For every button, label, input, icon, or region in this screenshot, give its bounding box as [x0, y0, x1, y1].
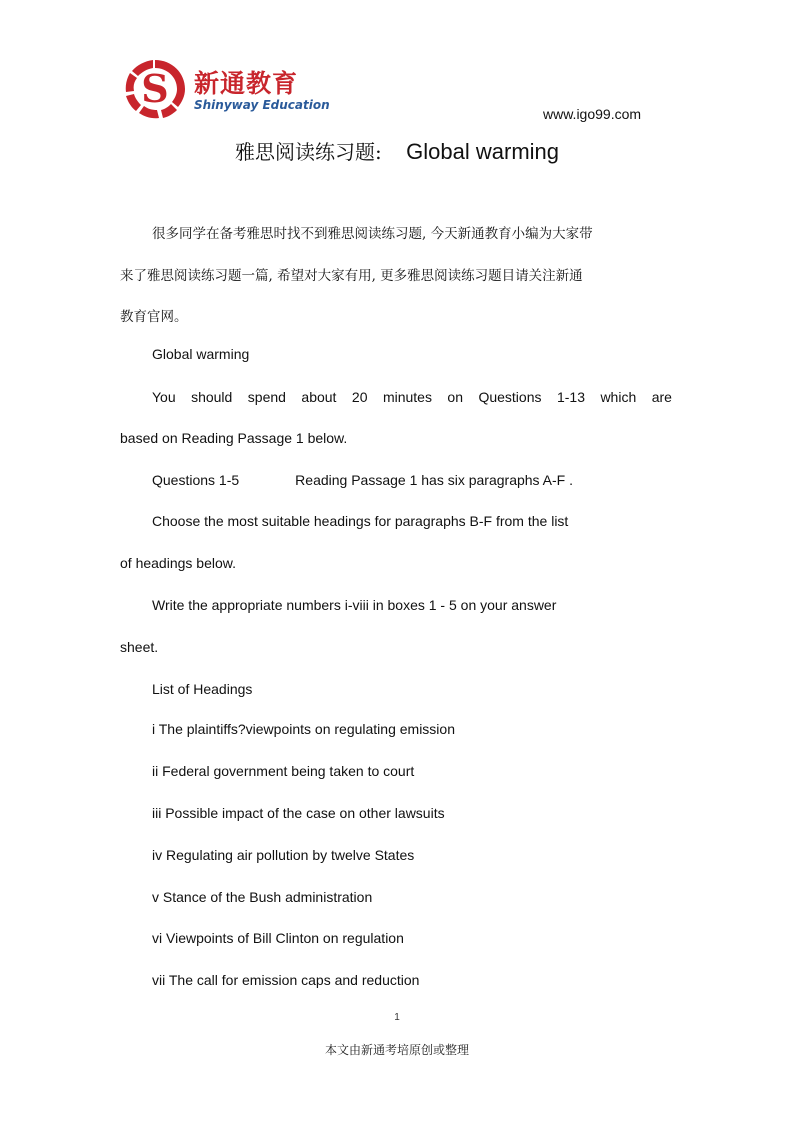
instruction-word: 1-13	[556, 389, 585, 405]
instruction-word: You	[152, 389, 176, 405]
instruction-continuation: based on Reading Passage 1 below.	[120, 430, 348, 446]
choose-line-1: Choose the most suitable headings for paragraphs B-F from the list	[152, 513, 569, 529]
shinyway-logo	[122, 58, 330, 120]
website-url[interactable]: www.igo99.com	[543, 106, 642, 122]
svg-text:S: S	[141, 66, 169, 111]
write-line-2: sheet.	[120, 639, 159, 655]
heading-item: iv Regulating air pollution by twelve States	[152, 847, 415, 863]
page-number: 1	[394, 1012, 400, 1023]
heading-item: vi Viewpoints of Bill Clinton on regulation	[152, 930, 404, 946]
page-title	[0, 136, 794, 165]
heading-item: iii Possible impact of the case on other lawsuits	[152, 805, 445, 821]
instruction-word: should	[191, 389, 233, 405]
intro-line-2: 来了雅思阅读练习题一篇, 希望对大家有用, 更多雅思阅读练习题目请关注新通	[120, 268, 583, 284]
instruction-word: are	[651, 389, 672, 405]
write-line-1: Write the appropriate numbers i-viii in boxes 1 - 5 on your answer	[152, 597, 557, 613]
intro-line-1: 很多同学在备考雅思时找不到雅思阅读练习题, 今天新通教育小编为大家带	[152, 226, 593, 242]
choose-line-2: of headings below.	[120, 555, 236, 571]
footer-note: 本文由新通考培原创或整理	[324, 1043, 469, 1057]
instruction-word: which	[600, 389, 637, 405]
instruction-word: about	[301, 389, 337, 405]
passage-title: Global warming	[152, 346, 250, 362]
headings-title: List of Headings	[152, 681, 253, 697]
title-english: Global warming	[406, 139, 560, 164]
logo-english-name: Shinyway Education	[194, 98, 330, 112]
heading-item: v Stance of the Bush administration	[152, 889, 373, 905]
logo-chinese-name: 新通教育	[194, 69, 299, 98]
questions-line	[152, 472, 573, 488]
heading-item: i The plaintiffs?viewpoints on regulating emission	[152, 721, 455, 737]
instruction-word: minutes	[382, 389, 432, 405]
title-chinese: 雅思阅读练习题:	[234, 140, 382, 164]
heading-item: vii The call for emission caps and reduction	[152, 972, 420, 988]
instruction-line	[152, 389, 672, 405]
shinyway-emblem-icon	[122, 58, 188, 120]
instruction-word: 20	[351, 389, 368, 405]
questions-label: Questions 1-5	[152, 472, 240, 488]
questions-description: Reading Passage 1 has six paragraphs A-F .	[295, 472, 573, 488]
instruction-word: Questions	[478, 389, 542, 405]
instruction-word: on	[447, 389, 463, 405]
instruction-word: spend	[247, 389, 286, 405]
heading-item: ii Federal government being taken to court	[152, 763, 415, 779]
intro-line-3: 教育官网。	[120, 309, 188, 325]
